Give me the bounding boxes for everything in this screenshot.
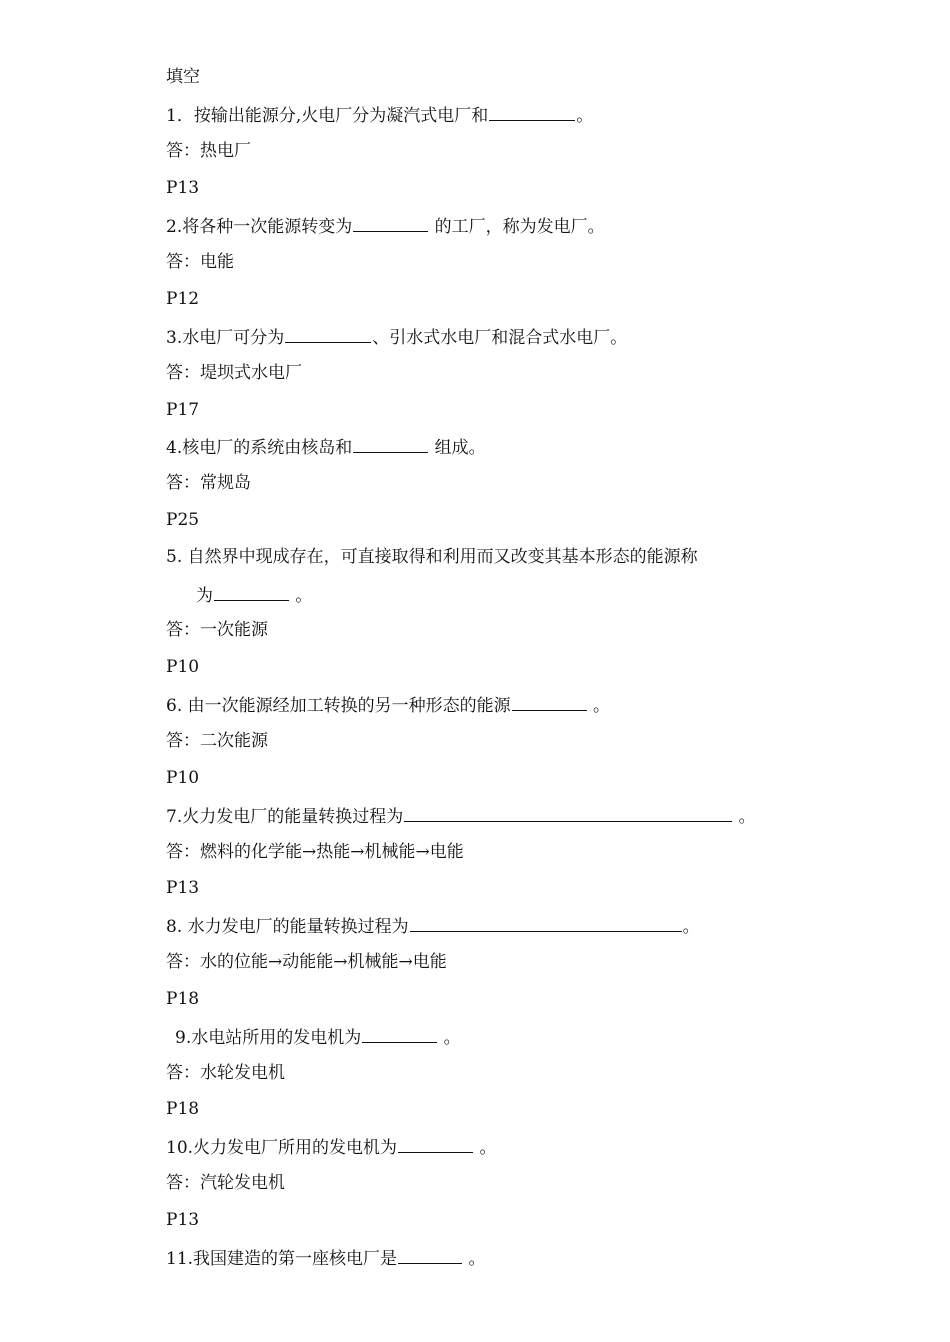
answer-8: 答：水的位能→动能能→机械能→电能 <box>166 952 447 972</box>
question-text-end: 。 <box>438 1028 461 1048</box>
question-text: 9.水电站所用的发电机为 <box>175 1028 362 1048</box>
question-text-end: 。 <box>474 1138 497 1158</box>
question-text-end: 。 <box>463 1249 486 1269</box>
section-heading: 填空 <box>166 67 200 87</box>
page-ref-4: P25 <box>166 510 200 530</box>
answer-blank <box>410 914 682 932</box>
question-4 <box>166 435 486 457</box>
answer-blank <box>398 1246 462 1264</box>
question-text: 2.将各种一次能源转变为 <box>166 217 353 237</box>
question-text-end: 、引水式水电厂和混合式水电厂。 <box>372 328 628 348</box>
question-text: 6. 由一次能源经加工转换的另一种形态的能源 <box>166 696 511 716</box>
question-6 <box>166 693 610 715</box>
question-text: 11.我国建造的第一座核电厂是 <box>166 1249 398 1269</box>
answer-6: 答：二次能源 <box>166 731 268 751</box>
answer-1: 答：热电厂 <box>166 141 251 161</box>
answer-blank <box>404 804 732 822</box>
answer-blank <box>362 1025 437 1043</box>
page-ref-1: P13 <box>166 178 200 198</box>
answer-blank <box>353 214 428 232</box>
question-text-end: 组成。 <box>429 438 486 458</box>
page-ref-9: P18 <box>166 1099 200 1119</box>
answer-2: 答：电能 <box>166 252 234 272</box>
question-text: 1．按输出能源分,火电厂分为凝汽式电厂和 <box>166 106 489 126</box>
question-text: 3.水电厂可分为 <box>166 328 285 348</box>
page-ref-7: P13 <box>166 878 200 898</box>
question-3 <box>166 325 627 347</box>
page-ref-8: P18 <box>166 989 200 1009</box>
question-text: 7.火力发电厂的能量转换过程为 <box>166 807 404 827</box>
question-7 <box>166 804 756 826</box>
question-text: 10.火力发电厂所用的发电机为 <box>166 1138 398 1158</box>
answer-blank <box>353 435 428 453</box>
answer-10: 答：汽轮发电机 <box>166 1173 285 1193</box>
page-ref-3: P17 <box>166 400 200 420</box>
answer-7: 答：燃料的化学能→热能→机械能→电能 <box>166 842 464 862</box>
answer-5: 答：一次能源 <box>166 620 268 640</box>
answer-9: 答：水轮发电机 <box>166 1063 285 1083</box>
page-ref-5: P10 <box>166 657 200 677</box>
question-text-end: 。 <box>733 807 756 827</box>
question-5-continued <box>196 583 312 605</box>
question-text-end: 的工厂，称为发电厂。 <box>429 217 605 237</box>
question-text-end: 。 <box>587 696 611 716</box>
answer-blank <box>512 693 587 711</box>
question-text-end: 。 <box>576 106 594 126</box>
question-9 <box>175 1025 461 1047</box>
question-text-end: 。 <box>682 917 700 937</box>
page-ref-10: P13 <box>166 1210 200 1230</box>
question-text: 为 <box>196 586 213 606</box>
answer-blank <box>489 103 575 121</box>
question-10 <box>166 1135 496 1157</box>
page-ref-2: P12 <box>166 289 200 309</box>
answer-blank <box>398 1135 473 1153</box>
question-5: 5. 自然界中现成存在，可直接取得和利用而又改变其基本形态的能源称 <box>166 547 698 567</box>
question-text-end: 。 <box>290 586 313 606</box>
page-ref-6: P10 <box>166 768 200 788</box>
answer-4: 答：常规岛 <box>166 473 251 493</box>
question-11 <box>166 1246 485 1268</box>
question-text: 4.核电厂的系统由核岛和 <box>166 438 353 458</box>
question-8 <box>166 914 700 936</box>
question-text: 8. 水力发电厂的能量转换过程为 <box>166 917 409 937</box>
answer-3: 答：堤坝式水电厂 <box>166 363 302 383</box>
question-1 <box>166 103 593 125</box>
answer-blank <box>214 583 289 601</box>
question-2 <box>166 214 605 236</box>
answer-blank <box>285 325 371 343</box>
